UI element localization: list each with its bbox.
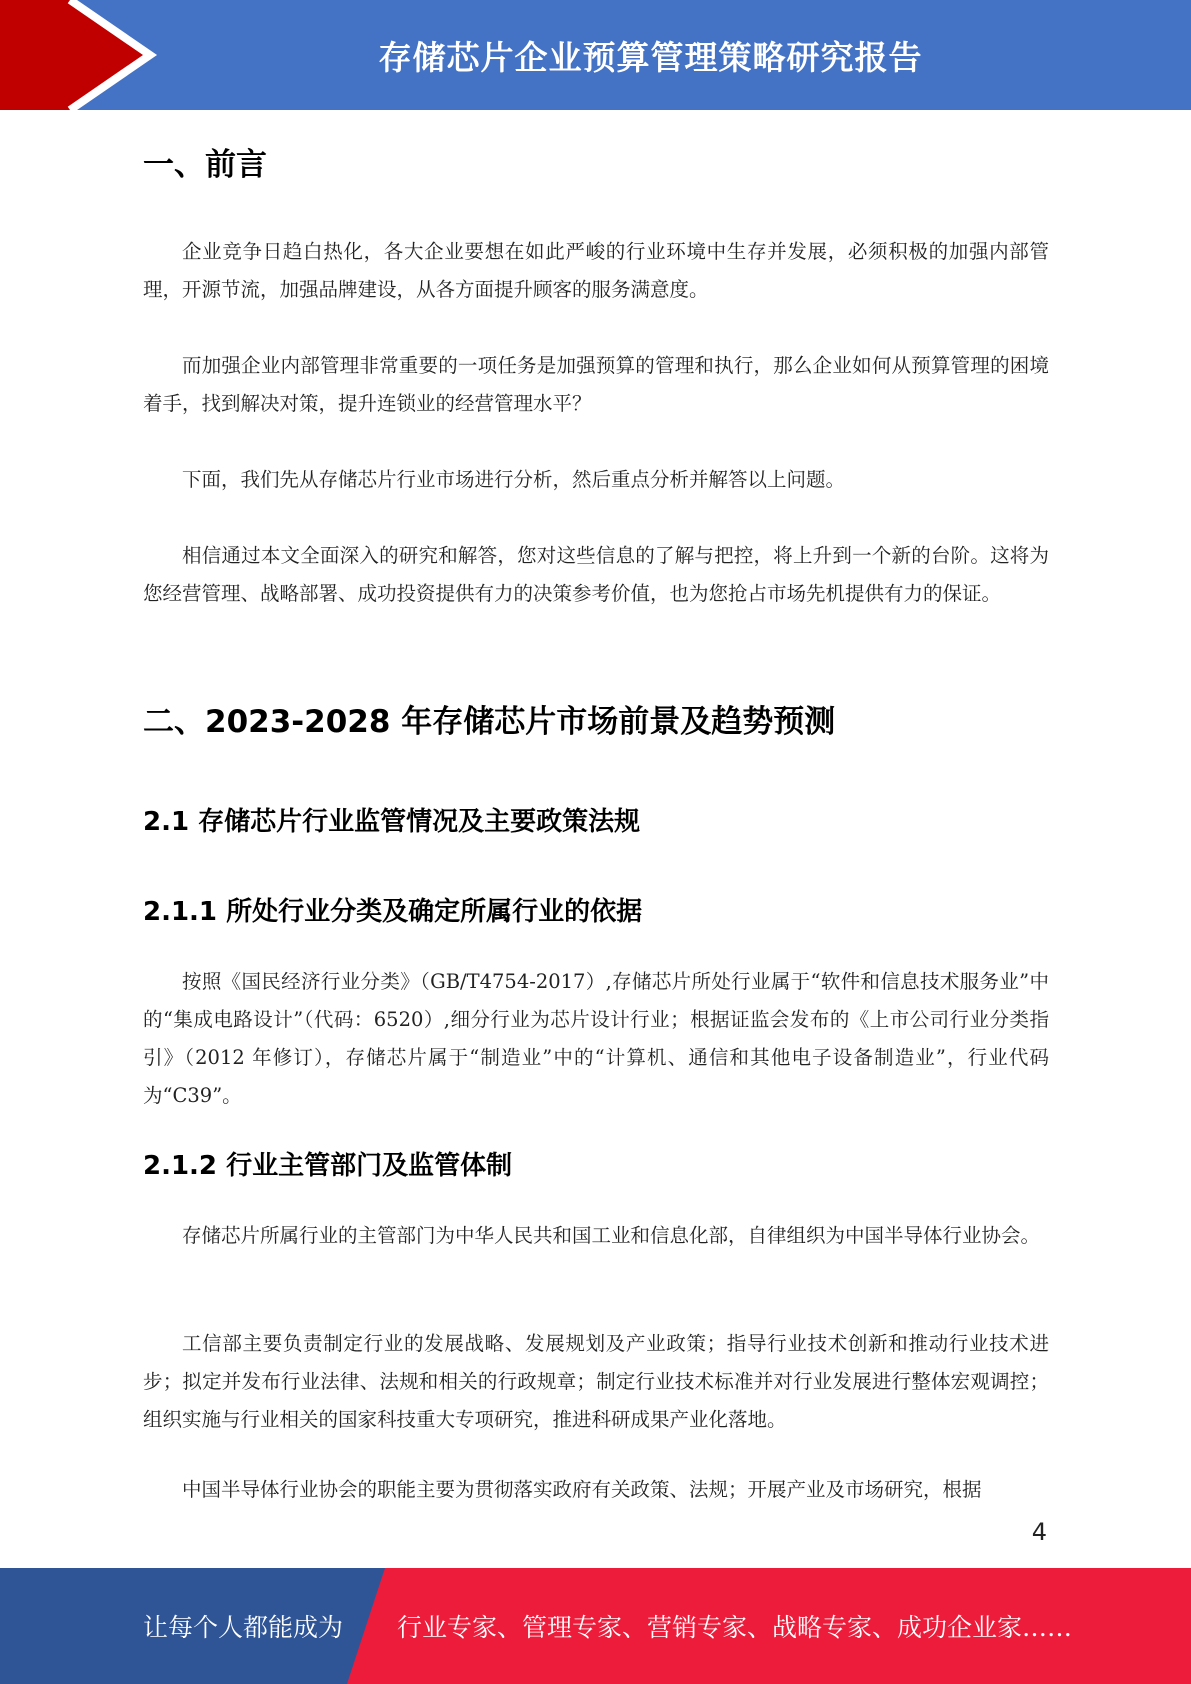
report-title: 存储芯片企业预算管理策略研究报告 — [378, 37, 923, 77]
paragraph: 工信部主要负责制定行业的发展战略、发展规划及产业政策；指导行业技术创新和推动行业技术进步；拟定并发布行业法律、法规和相关的行政规章；制定行业技术标准并对行业发展进行整体宏观调控；组织实施与行业相关的国家科技重大专项研究，推进科研成果产业化落地。 — [143, 1332, 1049, 1431]
paragraph: 中国半导体行业协会的职能主要为贯彻落实政府有关政策、法规；开展产业及市场研究，根据 — [182, 1478, 982, 1501]
header-banner — [0, 0, 1191, 110]
paragraph: 存储芯片所属行业的主管部门为中华人民共和国工业和信息化部，自律组织为中国半导体行业协会。 — [182, 1224, 1041, 1247]
paragraph: 下面，我们先从存储芯片行业市场进行分析，然后重点分析并解答以上问题。 — [182, 468, 846, 491]
paragraph: 而加强企业内部管理非常重要的一项任务是加强预算的管理和执行，那么企业如何从预算管理的困境着手，找到解决对策，提升连锁业的经营管理水平？ — [143, 354, 1049, 415]
paragraph: 企业竞争日趋白热化，各大企业要想在如此严峻的行业环境中生存并发展，必须积极的加强内部管理，开源节流，加强品牌建设，从各方面提升顾客的服务满意度。 — [143, 240, 1049, 301]
footer-banner — [0, 1568, 1191, 1684]
section-title-forecast: 二、2023-2028 年存储芯片市场前景及趋势预测 — [143, 704, 836, 740]
paragraph: 按照《国民经济行业分类》（GB/T4754-2017）,存储芯片所处行业属于“软件和信息技术服务业”中的“集成电路设计”（代码：6520）,细分行业为芯片设计行业；根据证监会发布的《上市公司行业分类指引》（2012 年修订），存储芯片属于“制造业”中的“计算机、通信和其他电子设备制造业”，行业代码为“C39”。 — [143, 970, 1049, 1107]
section-title-preface: 一、前言 — [143, 147, 267, 183]
subsection-title-2-1-2: 2.1.2 行业主管部门及监管体制 — [143, 1151, 513, 1181]
footer-slogan-left: 让每个人都能成为 — [143, 1613, 344, 1642]
paragraph: 相信通过本文全面深入的研究和解答，您对这些信息的了解与把控，将上升到一个新的台阶。这将为您经营管理、战略部署、成功投资提供有力的决策参考价值，也为您抢占市场先机提供有力的保证。 — [143, 544, 1049, 605]
page-number: 4 — [1031, 1518, 1047, 1546]
subsection-title-2-1-1: 2.1.1 所处行业分类及确定所属行业的依据 — [143, 897, 643, 927]
footer-slogan-right: 行业专家、管理专家、营销专家、战略专家、成功企业家…… — [397, 1613, 1073, 1642]
subsection-title-2-1: 2.1 存储芯片行业监管情况及主要政策法规 — [143, 807, 641, 837]
